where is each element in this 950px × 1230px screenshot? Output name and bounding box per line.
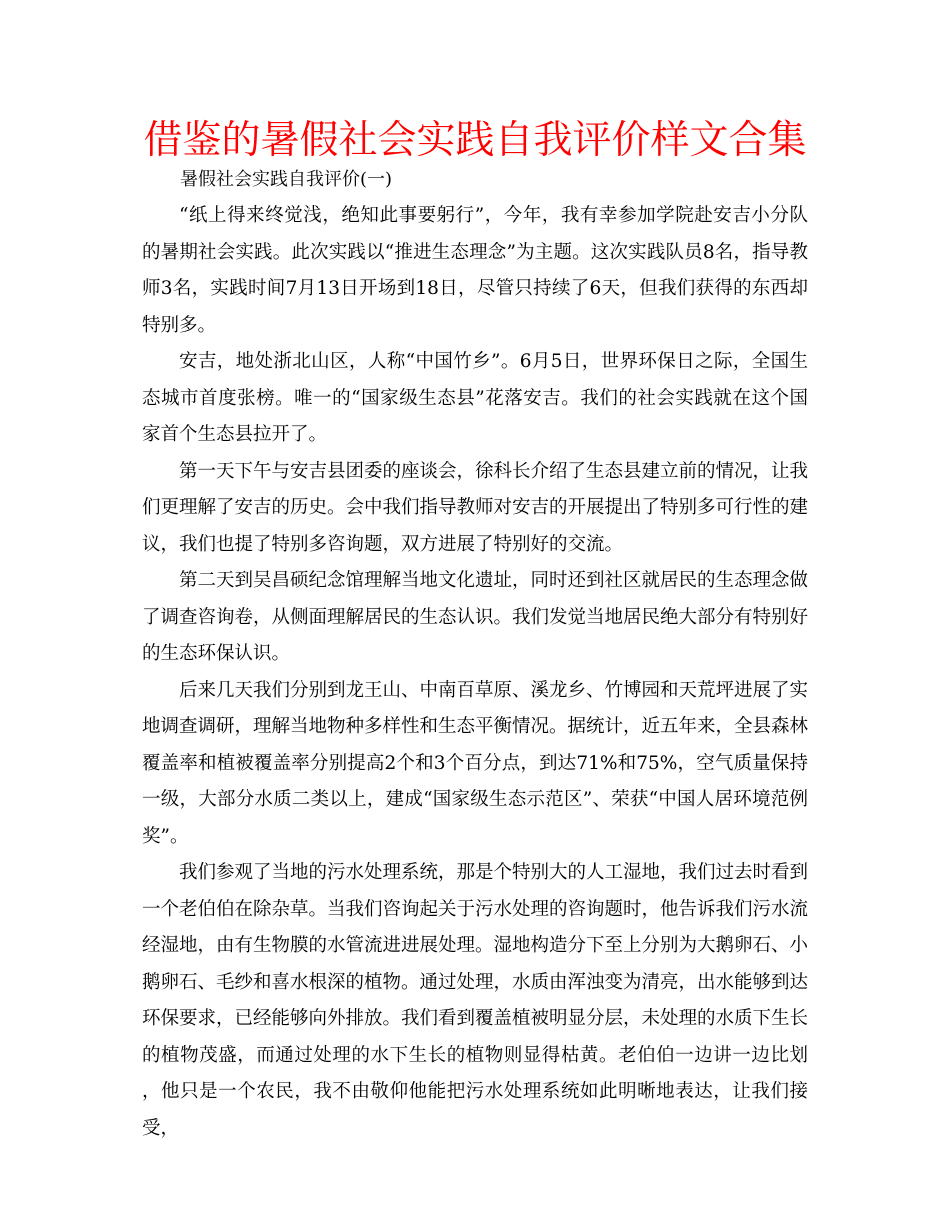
paragraph: “纸上得来终觉浅，绝知此事要躬行”，今年，我有幸参加学院赴安吉小分队的暑期社会实践。此次实践以“推进生态理念”为主题。这次实践队员8名，指导教师3名，实践时间7月13日开场到18日，尽管只持续了6天，但我们获得的东西却特别多。 (142, 205, 808, 336)
paragraph: 安吉，地处浙北山区，人称“中国竹乡”。6月5日，世界环保日之际，全国生态城市首度张榜。唯一的“国家级生态县”花落安吉。我们的社会实践就在这个国家首个生态县拉开了。 (142, 351, 808, 445)
paragraph: 后来几天我们分别到龙王山、中南百草原、溪龙乡、竹博园和天荒坪进展了实地调查调研，理解当地物种多样性和生态平衡情况。据统计，近五年来，全县森林覆盖率和植被覆盖率分别提高2个和3个百分点，到达71%和75%，空气质量保持一级，大部分水质二类以上，建成“国家级生态示范区”、荣获“中国人居环境范例奖”。 (142, 679, 809, 847)
paragraph: 第二天到吴昌硕纪念馆理解当地文化遗址，同时还到社区就居民的生态理念做了调查咨询卷，从侧面理解居民的生态认识。我们发觉当地居民绝大部分有特别好的生态环保认识。 (142, 570, 809, 664)
section-subtitle: 暑假社会实践自我评价(一) (180, 169, 393, 190)
paragraph: 第一天下午与安吉县团委的座谈会，徐科长介绍了生态县建立前的情况，让我们更理解了安吉的历史。会中我们指导教师对安吉的开展提出了特别多可行性的建议，我们也提了特别多咨询题，双方进展了特别好的交流。 (142, 460, 809, 555)
document-body (142, 198, 808, 1147)
paragraph: 我们参观了当地的污水处理系统，那是个特别大的人工湿地，我们过去时看到一个老伯伯在除杂草。当我们咨询起关于污水处理的咨询题时，他告诉我们污水流经湿地，由有生物膜的水管流进进展处理。湿地构造分下至上分别为大鹅卵石、小鹅卵石、毛纱和喜水根深的植物。通过处理，水质由浑浊变为清亮，出水能够到达环保要求，已经能够向外排放。我们看到覆盖植被明显分层，未处理的水质下生长的植物茂盛，而通过处理的水下生长的植物则显得枯黄。老伯伯一边讲一边比划 ，他只是一个农民，我不由敬仰他能把污水处理系统如此明晰地表达，让我们接受， (142, 862, 809, 1139)
document-title: 借鉴的暑假社会实践自我评价样文合集 (143, 118, 807, 163)
